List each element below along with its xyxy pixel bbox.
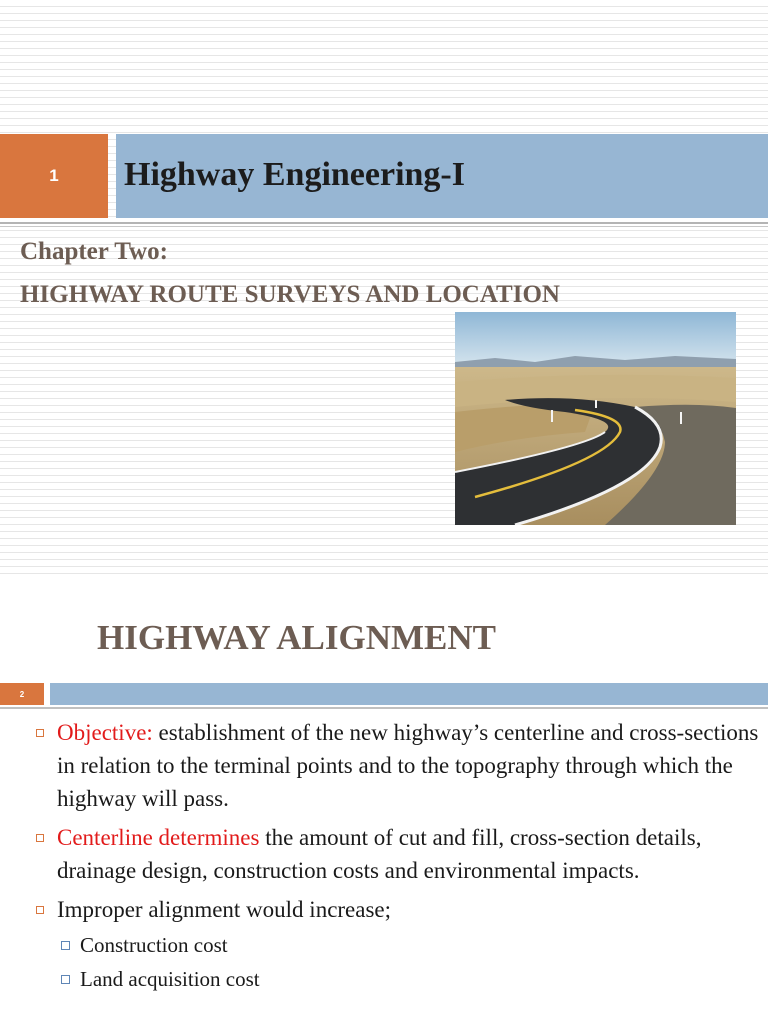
slide-number: 2 [19, 689, 25, 699]
slide-number-badge [0, 134, 108, 218]
chapter-label: Chapter Two: [20, 238, 168, 265]
square-bullet-icon [61, 975, 70, 984]
slide-2 [0, 580, 768, 1024]
divider [0, 226, 768, 227]
title-bar [50, 683, 768, 705]
highway-road-photo [455, 312, 736, 525]
bullet-list [0, 716, 768, 994]
slide-number-badge [0, 683, 44, 705]
section-heading: HIGHWAY ALIGNMENT [97, 618, 497, 657]
square-bullet-icon [36, 729, 44, 737]
square-bullet-icon [61, 941, 70, 950]
list-item [0, 964, 768, 994]
bullet-highlight: Objective: [57, 720, 153, 745]
divider [0, 707, 768, 709]
slide-number: 1 [49, 166, 59, 185]
slide-title: Highway Engineering-I [124, 156, 465, 193]
chapter-title: HIGHWAY ROUTE SURVEYS AND LOCATION [20, 281, 560, 308]
title-bar [116, 134, 768, 218]
list-item [0, 821, 768, 887]
bullet-highlight: Centerline determines [57, 825, 260, 850]
list-item [0, 716, 768, 815]
list-item [0, 930, 768, 960]
list-item [0, 893, 768, 926]
square-bullet-icon [36, 906, 44, 914]
divider [0, 222, 768, 224]
sub-bullet-text: Land acquisition cost [80, 967, 260, 991]
square-bullet-icon [36, 834, 44, 842]
bullet-text: Improper alignment would increase; [57, 897, 392, 922]
bullet-text: the amount of cut and fill, cross-section details, drainage design, construction costs and environmental impacts. [57, 825, 702, 883]
bullet-text: establishment of the new highway’s centerline and cross-sections in relation to the terminal points and to the topography through which the highway will pass. [57, 720, 759, 811]
sub-bullet-text: Construction cost [80, 933, 228, 957]
